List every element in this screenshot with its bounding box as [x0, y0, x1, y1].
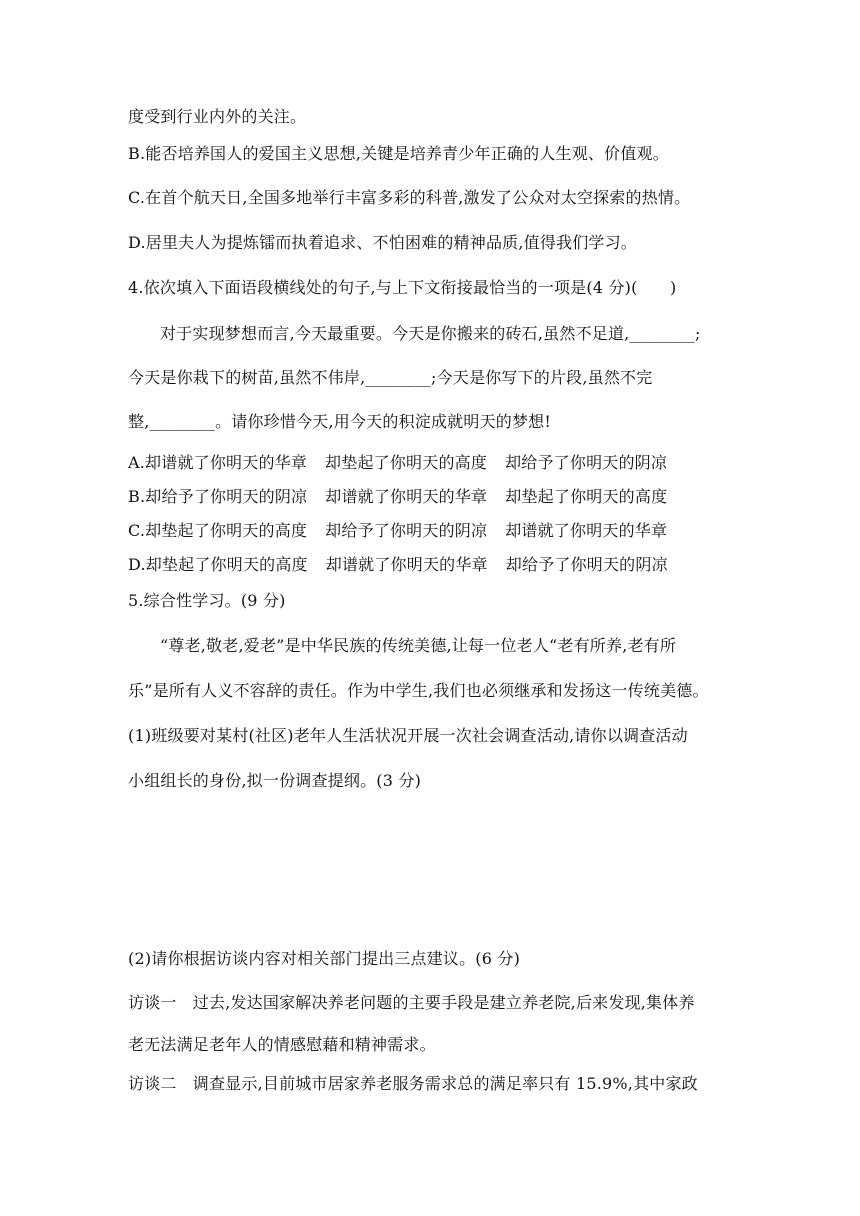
q3-option-c: C.在首个航天日,全国多地举行丰富多彩的科普,激发了公众对太空探索的热情。: [128, 188, 691, 207]
interview-1-line-1: 访谈一 过去,发达国家解决养老问题的主要手段是建立养老院,后来发现,集体养: [128, 993, 695, 1012]
q4-option-d: [128, 554, 686, 576]
q4-option-c: [128, 520, 685, 542]
q5-sub1-line-2: 小组组长的身份,拟一份调查提纲。(3 分): [128, 771, 422, 790]
q4-option-a-part-2: 却垫起了你明天的高度: [325, 453, 488, 472]
q5-sub2: (2)请你根据访谈内容对相关部门提出三点建议。(6 分): [128, 949, 521, 968]
interview-2-line-1: 访谈二 调查显示,目前城市居家养老服务需求总的满足率只有 15.9%,其中家政: [128, 1074, 698, 1093]
q4-option-a-part-3: 却给予了你明天的阴凉: [505, 453, 668, 472]
q3-option-d: D.居里夫人为提炼镭而执着追求、不怕困难的精神品质,值得我们学习。: [128, 233, 638, 252]
q3-option-a-continuation: 度受到行业内外的关注。: [128, 107, 307, 126]
q5-passage-line-1: “尊老,敬老,爱老”是中华民族的传统美德,让每一位老人“老有所养,老有所: [160, 636, 677, 655]
q4-option-d-part-3: 却给予了你明天的阴凉: [505, 555, 668, 574]
q4-option-c-part-3: 却谱就了你明天的华章: [505, 521, 668, 540]
q5-sub1-line-1: (1)班级要对某村(社区)老年人生活状况开展一次社会调查活动,请你以调查活动: [128, 726, 688, 745]
q4-option-b: [128, 486, 685, 508]
q4-option-c-part-2: 却给予了你明天的阴凉: [325, 521, 488, 540]
q4-option-a-part-1: A.却谱就了你明天的华章: [128, 453, 308, 472]
q5-passage-line-2: 乐”是所有人义不容辞的责任。作为中学生,我们也必须继承和发扬这一传统美德。: [128, 681, 709, 700]
q4-option-c-part-1: C.却垫起了你明天的高度: [128, 521, 308, 540]
q4-option-d-part-1: D.却垫起了你明天的高度: [128, 555, 308, 574]
q4-passage-line-3: 整,________。请你珍惜今天,用今天的积淀成就明天的梦想!: [128, 412, 552, 431]
q4-passage-line-2: 今天是你栽下的树苗,虽然不伟岸,________;今天是你写下的片段,虽然不完: [128, 368, 653, 387]
q4-option-b-part-2: 却谱就了你明天的华章: [325, 487, 488, 506]
q4-stem: 4.依次填入下面语段横线处的句子,与上下文衔接最恰当的一项是(4 分)( ): [128, 278, 677, 297]
q4-option-b-part-1: B.却给予了你明天的阴凉: [128, 487, 308, 506]
q4-option-b-part-3: 却垫起了你明天的高度: [505, 487, 668, 506]
q4-option-a: [128, 452, 685, 474]
q5-stem: 5.综合性学习。(9 分): [128, 591, 286, 610]
q3-option-b: B.能否培养国人的爱国主义思想,关键是培养青少年正确的人生观、价值观。: [128, 144, 669, 163]
interview-1-line-2: 老无法满足老年人的情感慰藉和精神需求。: [128, 1035, 436, 1054]
q4-passage-line-1: 对于实现梦想而言,今天最重要。今天是你搬来的砖石,虽然不足道,________;: [160, 324, 701, 343]
q4-option-d-part-2: 却谱就了你明天的华章: [325, 555, 488, 574]
